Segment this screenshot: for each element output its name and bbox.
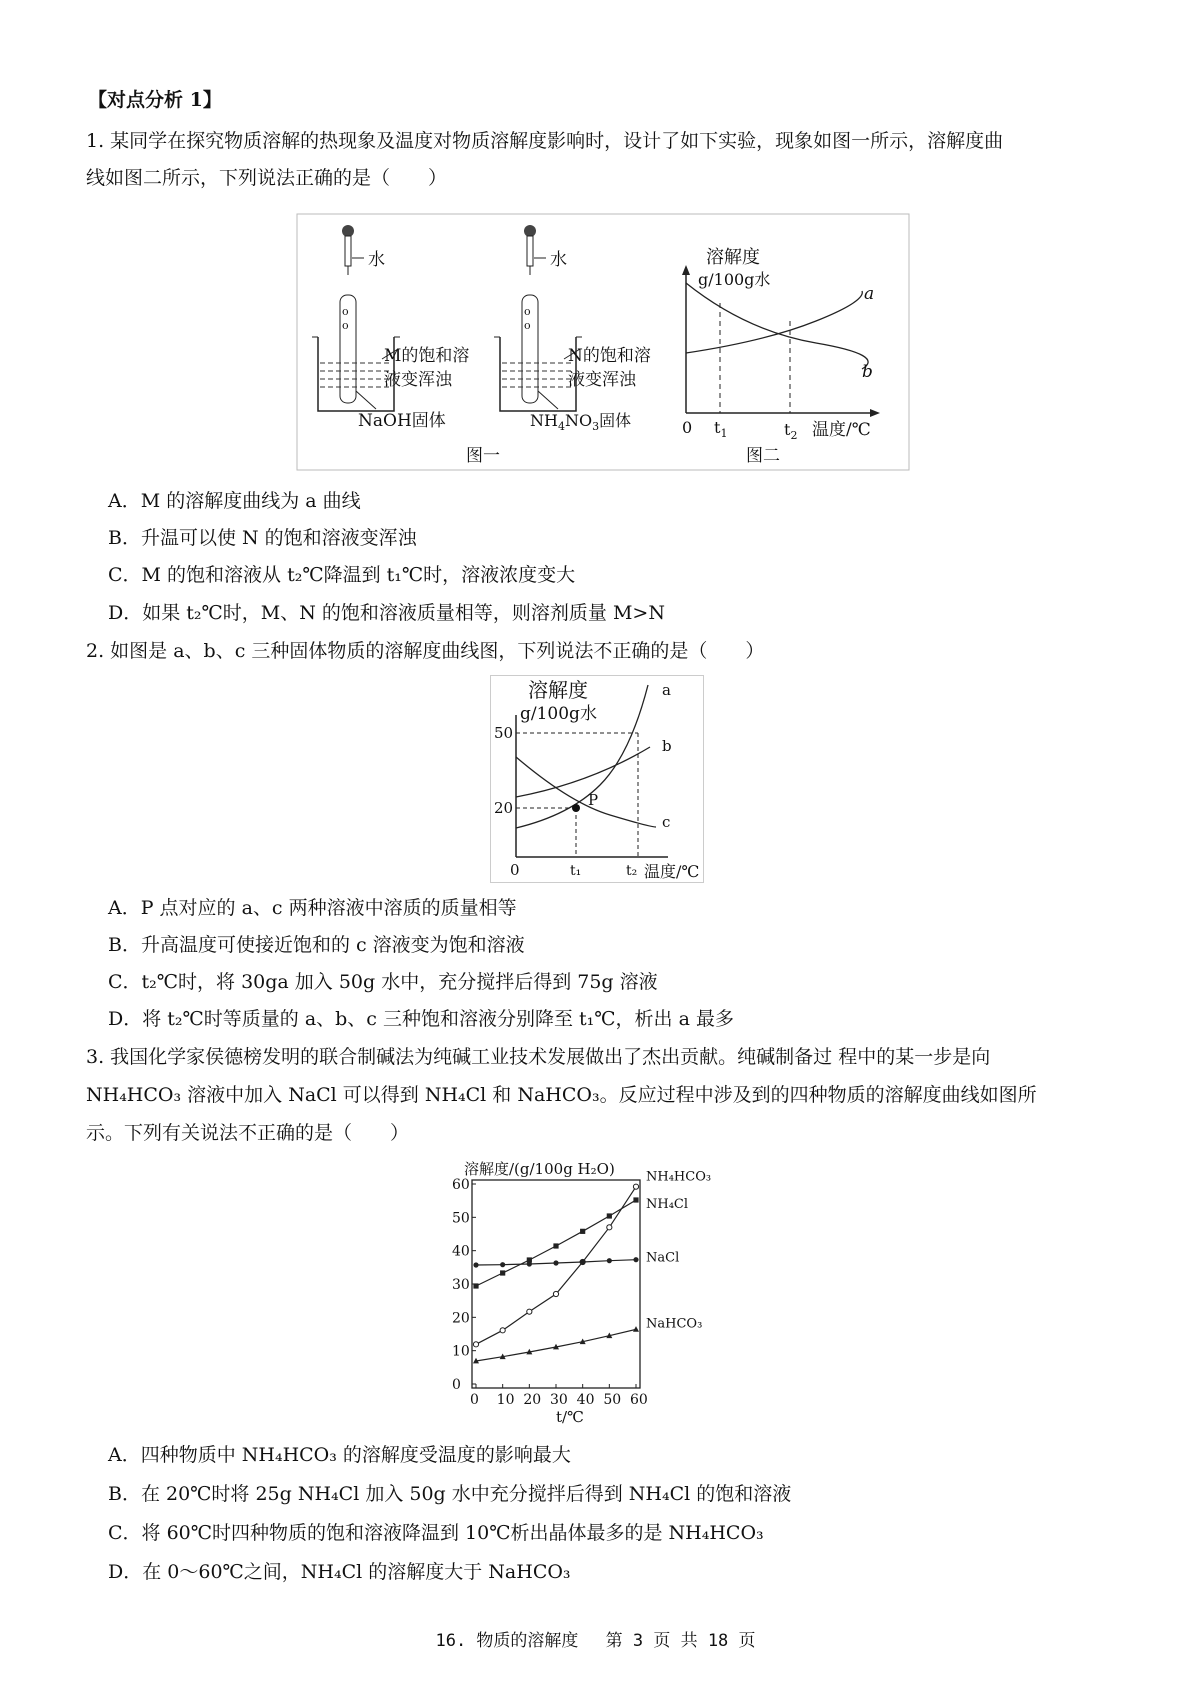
q1-option-c: C．M 的饱和溶液从 t₂℃降温到 t₁℃时，溶液浓度变大	[108, 564, 576, 586]
q2-ytick-20: 20	[494, 799, 514, 817]
svg-text:o: o	[524, 305, 531, 318]
q3-option-c: C．将 60℃时四种物质的饱和溶液降温到 10℃析出晶体最多的是 NH₄HCO₃	[108, 1522, 764, 1544]
page-footer: 16. 物质的溶解度 第 3 页 共 18 页	[435, 1631, 756, 1651]
q3-ytick-label: 60	[452, 1177, 470, 1193]
q3-option-d: D．在 0～60℃之间，NH₄Cl 的溶解度大于 NaHCO₃	[108, 1561, 571, 1583]
q2-option-c: C．t₂℃时，将 30ga 加入 50g 水中，充分搅拌后得到 75g 溶液	[108, 971, 658, 993]
q2-ytick-50: 50	[494, 724, 514, 742]
q3-xtick-label: 60	[630, 1392, 648, 1408]
q3-ytick-label: 10	[452, 1343, 470, 1360]
fig2-t2: $t_2$	[784, 420, 798, 442]
curve-b-label: b	[862, 362, 873, 382]
q2-point-p-label: P	[588, 791, 599, 809]
caption-figure2: 图二	[746, 446, 780, 466]
beaker1-water-label: 水	[368, 250, 385, 270]
q3-point	[633, 1197, 638, 1202]
q3-chart-title: 溶解度/(g/100g H₂O)	[464, 1160, 615, 1178]
q3-point	[580, 1229, 585, 1234]
q3-point	[607, 1213, 612, 1218]
q1-stem-line1: 1. 某同学在探究物质溶解的热现象及温度对物质溶解度影响时，设计了如下实验，现象如图一所示，溶解度曲	[86, 130, 1004, 152]
curve-a-label: a	[864, 284, 875, 304]
q3-xtick-label: 20	[523, 1392, 542, 1408]
q2-point-p	[572, 804, 580, 812]
q2-stem: 2. 如图是 a、b、c 三种固体物质的溶解度曲线图，下列说法不正确的是（ ）	[86, 640, 765, 662]
q3-stem-line3: 示。下列有关说法不正确的是（ ）	[86, 1122, 410, 1144]
q3-ytick-label: 30	[452, 1277, 470, 1293]
svg-text:o: o	[342, 319, 349, 332]
curve-a	[686, 291, 862, 353]
q3-xtick-label: 40	[576, 1392, 595, 1408]
q3-point	[527, 1309, 532, 1314]
fig2-xlabel: 温度/℃	[812, 420, 871, 440]
q1-figure	[296, 213, 910, 471]
q2-ylabel-line1: 溶解度	[528, 678, 588, 702]
q2-xlabel: 温度/℃	[644, 862, 700, 881]
q3-xtick-label: 30	[550, 1392, 568, 1408]
q2-option-a: A．P 点对应的 a、c 两种溶液中溶质的质量相等	[108, 897, 517, 919]
beaker1-label-line2: 液变浑浊	[384, 370, 452, 390]
q2-curve-a-label: a	[662, 681, 671, 699]
beaker2-solid-label: $NH_4NO_3$固体	[530, 411, 632, 433]
q3-plot-frame	[472, 1180, 640, 1388]
beaker1-solid-label: NaOH固体	[358, 411, 446, 431]
fig2-t1: $t_1$	[714, 418, 728, 440]
q3-point	[553, 1291, 558, 1296]
q3-point	[580, 1259, 585, 1264]
q2-figure	[490, 675, 704, 883]
q3-point	[633, 1184, 638, 1189]
q3-xtick-label: 10	[496, 1392, 515, 1408]
q2-origin: 0	[510, 861, 520, 879]
q3-series-label: NaHCO₃	[646, 1316, 703, 1332]
q3-point	[633, 1257, 638, 1262]
q3-stem-line2: NH₄HCO₃ 溶液中加入 NaCl 可以得到 NH₄Cl 和 NaHCO₃。反应过程中涉及到的四种物质的溶解度曲线如图所	[86, 1084, 1037, 1106]
q2-curve-c-label: c	[662, 813, 671, 831]
q2-curve-b-label: b	[662, 737, 672, 755]
q3-chart-xlabel: t/℃	[556, 1408, 584, 1426]
caption-figure1: 图一	[466, 446, 500, 466]
fig2-ylabel-line2: g/100g水	[698, 270, 771, 289]
beaker1-label-line1: M的饱和溶	[384, 346, 470, 366]
q2-ylabel-line2: g/100g水	[520, 704, 597, 724]
beaker2-water-label: 水	[550, 250, 567, 270]
fig2-origin: 0	[682, 418, 693, 437]
q3-series-label: NaCl	[646, 1250, 680, 1266]
q2-t1: t₁	[570, 863, 582, 879]
q2-curve-b	[516, 747, 650, 797]
beaker2-apparatus	[494, 225, 651, 433]
q2-option-d: D．将 t₂℃时等质量的 a、b、c 三种饱和溶液分别降至 t₁℃，析出 a 最多	[108, 1008, 734, 1030]
q2-t2: t₂	[626, 863, 638, 879]
beaker2-label-line1: N的饱和溶	[568, 346, 651, 366]
q3-point	[527, 1261, 532, 1266]
q3-point	[607, 1225, 612, 1230]
q3-point	[607, 1258, 612, 1263]
q3-ytick-label: 20	[452, 1310, 470, 1327]
q1-option-b: B．升温可以使 N 的饱和溶液变浑浊	[108, 527, 417, 549]
q1-option-d: D．如果 t₂℃时，M、N 的饱和溶液质量相等，则溶剂质量 M>N	[108, 602, 665, 624]
beaker1-apparatus	[312, 225, 469, 431]
q3-point	[473, 1342, 478, 1347]
q3-point	[633, 1326, 639, 1332]
q3-ytick-label: 40	[452, 1243, 470, 1260]
q3-series-label: NH₄Cl	[646, 1197, 689, 1212]
curve-b	[686, 283, 868, 369]
svg-text:o: o	[524, 319, 531, 332]
q3-option-a: A．四种物质中 NH₄HCO₃ 的溶解度受温度的影响最大	[108, 1444, 571, 1466]
q3-point	[500, 1262, 505, 1267]
q3-option-b: B．在 20℃时将 25g NH₄Cl 加入 50g 水中充分搅拌后得到 NH₄Cl 的饱和溶液	[108, 1483, 792, 1505]
q3-series-line	[476, 1200, 636, 1286]
q3-point	[500, 1328, 505, 1333]
q3-series-label: NH₄HCO₃	[646, 1169, 712, 1185]
q3-point	[473, 1262, 478, 1267]
q3-point	[553, 1243, 558, 1248]
figure2-graph	[682, 247, 880, 442]
q1-option-a: A．M 的溶解度曲线为 a 曲线	[108, 490, 361, 512]
q1-stem-line2: 线如图二所示，下列说法正确的是（ ）	[86, 167, 448, 189]
q3-solubility-chart	[440, 1158, 760, 1428]
q3-ytick-label: 50	[452, 1210, 470, 1227]
q3-point	[553, 1260, 558, 1265]
q3-point	[473, 1283, 478, 1288]
q3-ytick-label: 0	[452, 1377, 461, 1393]
q3-xtick-label: 0	[470, 1392, 479, 1408]
q3-stem-line1: 3. 我国化学家侯德榜发明的联合制碱法为纯碱工业技术发展做出了杰出贡献。纯碱制备过 程中的某一步是向	[86, 1046, 991, 1068]
q2-option-b: B．升高温度可使接近饱和的 c 溶液变为饱和溶液	[108, 934, 525, 956]
section-title: 【对点分析 1】	[88, 89, 222, 111]
fig2-ylabel-line1: 溶解度	[706, 247, 760, 268]
q3-point	[500, 1270, 505, 1275]
q3-xtick-label: 50	[603, 1392, 622, 1408]
beaker2-label-line2: 液变浑浊	[568, 370, 636, 390]
svg-text:o: o	[342, 305, 349, 318]
